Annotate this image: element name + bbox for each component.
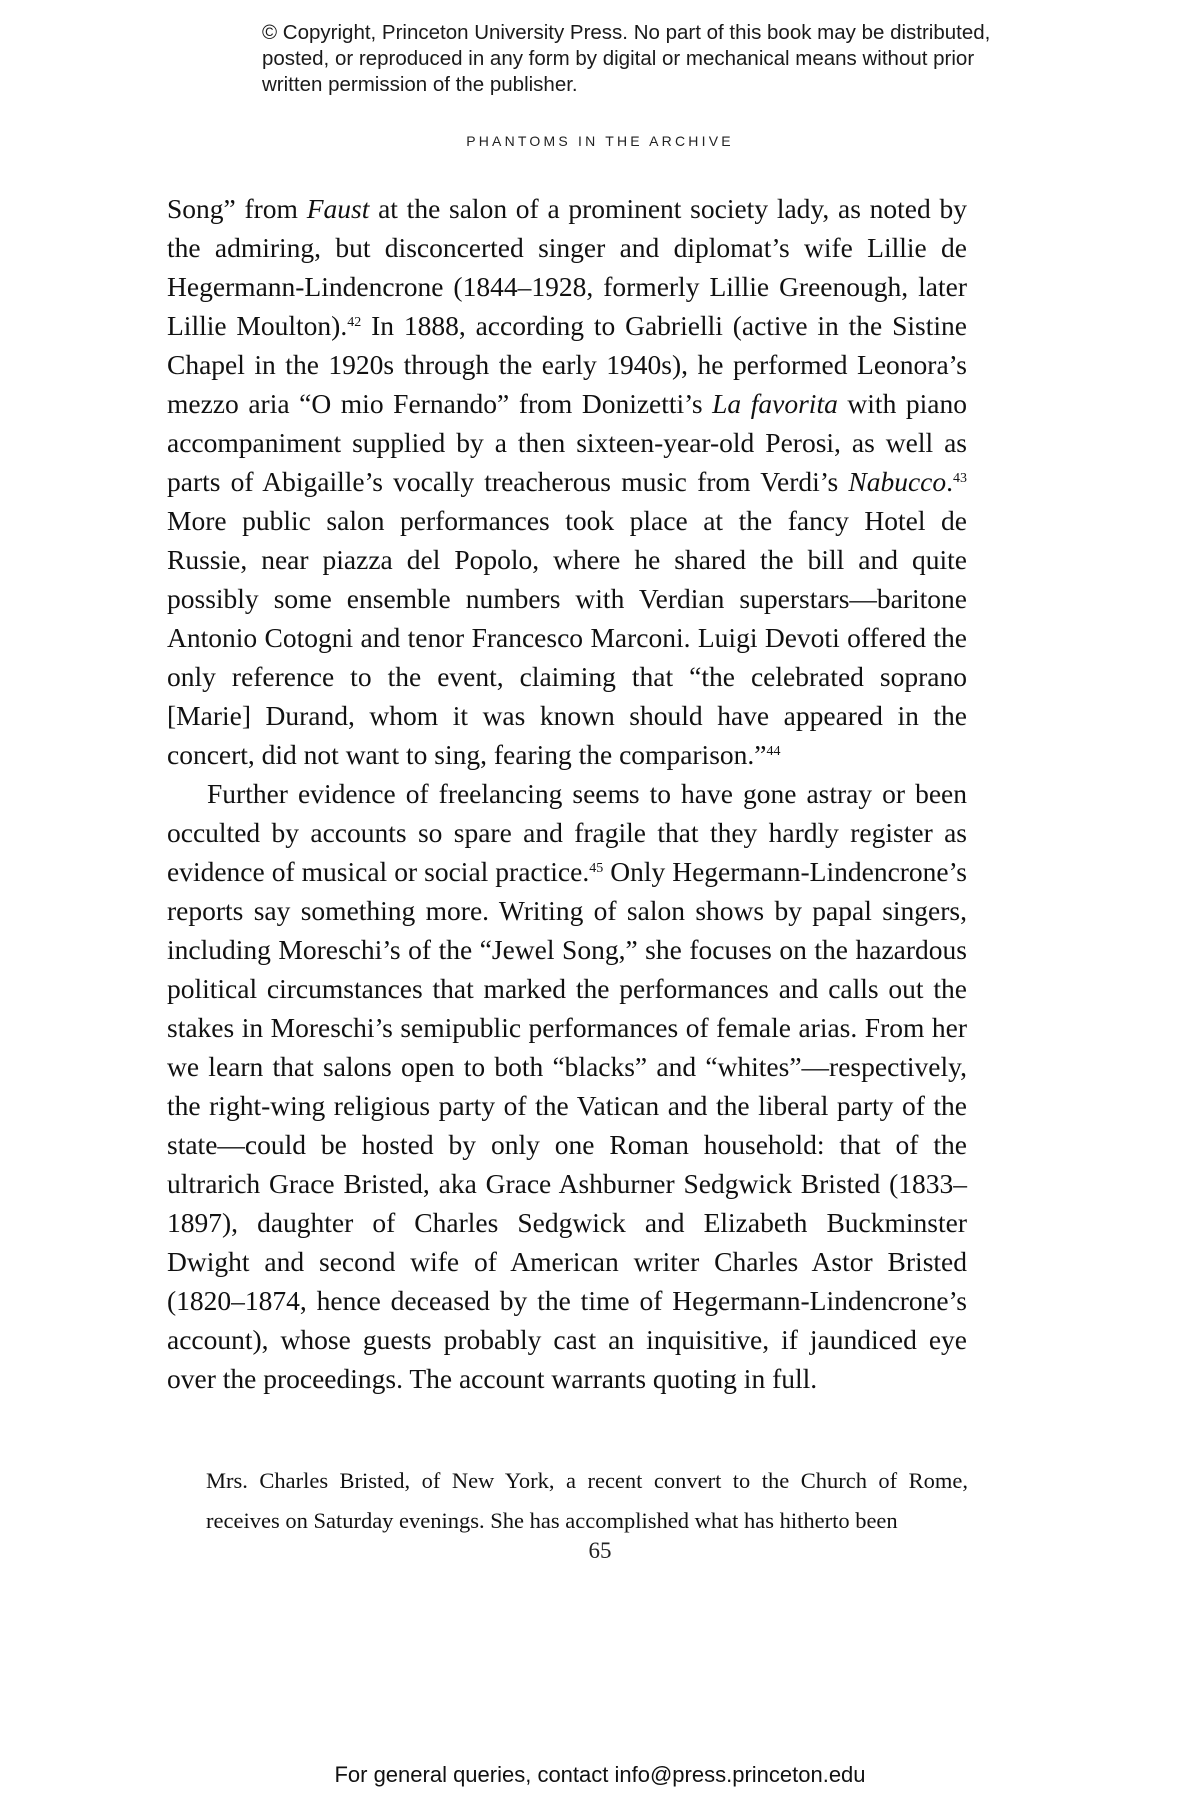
text-run: at the salon of a prominent society lady, as noted by the admiring, but disconcerted singer and diplomat’s wife Lillie de Hegermann-Lindencrone (1844–1928, formerly Lillie Greenough, later Lillie Moulton). [167, 193, 967, 341]
text-run: Song” from [167, 193, 307, 224]
text-run: with piano accompaniment supplied by a then sixteen-year-old Perosi, as well as parts of Abigaille’s vocally treacherous music from Verdi’s [167, 388, 968, 497]
block-quote-text: Mrs. Charles Bristed, of New York, a recent convert to the Church of Rome, receives on Saturday evenings. She has accomplished what has hitherto been [206, 1468, 968, 1533]
block-quote [206, 1461, 968, 1541]
italic-title: Faust [306, 193, 370, 224]
text-run: More public salon performances took place at the fancy Hotel de Russie, near piazza del Popolo, where he shared the bill and quite possibly some ensemble numbers with Verdian superstars—baritone Antonio Cotogni and tenor Francesco Marconi. Luigi Devoti offered the only reference to the event, claiming that “the celebrated soprano [Marie] Durand, whom it was known should have appeared in the concert, did not want to sing, fearing the comparison.” [167, 505, 967, 770]
italic-title: La favorita [712, 388, 838, 419]
page-number: 65 [588, 1538, 612, 1563]
footnote-ref[interactable]: 44 [766, 744, 781, 759]
paragraph-1 [167, 189, 967, 774]
text-run: Further evidence of freelancing seems to have gone astray or been occulted by accounts so spare and fragile that they hardly register as evidence of musical or social practice. [167, 778, 967, 887]
footer-contact: For general queries, contact info@press.princeton.edu [334, 1762, 866, 1787]
text-run: Only Hegermann-Lindencrone’s reports say something more. Writing of salon shows by papal singers, including Moreschi’s of the “Jewel Song,” she focuses on the hazardous political circumstances that marked the performances and calls out the stakes in Moreschi’s semipublic performances of female arias. From her we learn that salons open to both “blacks” and “whites”—respectively, the right-wing religious party of the Vatican and the liberal party of the state—could be hosted by only one Roman household: that of the ultrarich Grace Bristed, aka Grace Ashburner Sedgwick Bristed (1833–1897), daughter of Charles Sedgwick and Elizabeth Buckminster Dwight and second wife of American writer Charles Astor Bristed (1820–1874, hence deceased by the time of Hegermann-Lindencrone’s account), whose guests probably cast an inquisitive, if jaundiced eye over the proceedings. The account warrants quoting in full. [167, 856, 967, 1394]
text-run: In 1888, according to Gabrielli (active in the Sistine Chapel in the 1920s through the early 1940s), he performed Leonora’s mezzo aria “O mio Fernando” from Donizetti’s [167, 310, 967, 419]
footnote-ref[interactable]: 45 [589, 861, 604, 876]
footnote-ref[interactable]: 43 [953, 471, 967, 486]
text-run: . [946, 466, 953, 497]
italic-title: Nabucco [848, 466, 947, 497]
body-text [167, 189, 967, 1398]
paragraph-2 [167, 774, 967, 1398]
copyright-notice: © Copyright, Princeton University Press. No part of this book may be distributed, posted, or reproduced in any form by digital or mechanical means without prior written permission of the publisher. [262, 21, 991, 96]
running-head: PHANTOMS IN THE ARCHIVE [466, 133, 734, 149]
footnote-ref[interactable]: 42 [347, 315, 362, 330]
